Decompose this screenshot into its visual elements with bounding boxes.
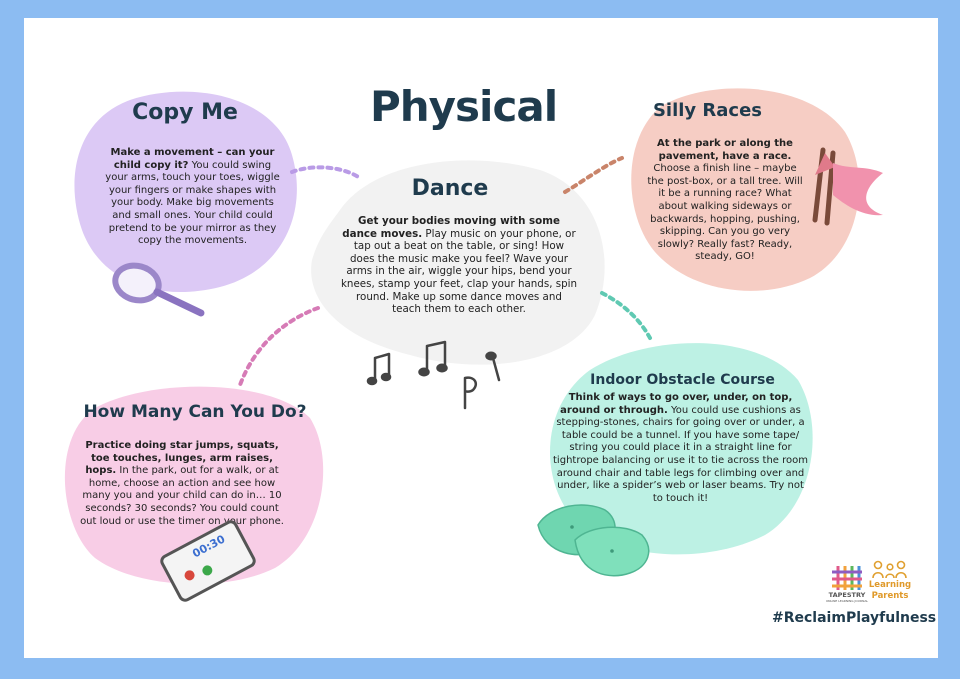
dance-lead: Get your bodies moving with some dance moves. (342, 215, 560, 240)
how-many-text (78, 440, 286, 528)
music-notes-icon (365, 338, 515, 418)
dance-heading: Dance (411, 176, 489, 201)
tapestry-logo (825, 566, 869, 604)
silly-races-body: Choose a finish line – maybe the post-box, or a tall tree. Will it be a running race? What about walking sideways or backwards, hopping, pushing, skipping. Can you go very slowly? Really fast? Ready, steady, GO! (647, 163, 803, 263)
how-many-heading: How Many Can You Do? (83, 402, 307, 422)
silly-races-heading: Silly Races (652, 100, 763, 121)
stop-button-icon (183, 569, 197, 583)
learning-parents-logo (868, 560, 912, 604)
obstacle-text (553, 392, 808, 505)
hand-mirror-icon (105, 258, 210, 320)
timer-display: 00:30 (190, 532, 228, 561)
copy-me-lead: Make a movement – can your child copy it? (110, 147, 275, 171)
tapestry-grid-icon (832, 566, 862, 590)
start-button-icon (201, 564, 215, 578)
page-title: Physical (370, 82, 558, 131)
silly-races-lead: At the park or along the pavement, have a race. (657, 138, 793, 162)
dance-text (340, 215, 578, 316)
obstacle-lead: Think of ways to go over, under, on top, around or through. (560, 392, 793, 416)
copy-me-body: You could swing your arms, touch your toes, wiggle your fingers or make shapes with your body. Make big movements and small ones. Your child could pretend to be your mirror as they copy the movements. (105, 159, 280, 247)
copy-me-heading: Copy Me (132, 100, 238, 125)
finish-flags-icon (805, 145, 890, 230)
obstacle-heading: Indoor Obstacle Course (590, 372, 775, 388)
silly-races-text (645, 138, 805, 264)
family-icon (870, 560, 910, 580)
how-many-lead: Practice doing star jumps, squats, toe touches, lunges, arm raises, hops. (85, 440, 279, 477)
obstacle-body: You could use cushions as stepping-stones, chairs for going over or under, a table could be a tunnel. If you have some tape/ string you could place it in a straight line for tightrope balancing or use it to tie across the room around chair and table legs for climbing over and under, like a spider’s web or laser beams. Try not to touch it! (553, 404, 808, 504)
cushions-icon (530, 495, 660, 580)
parents-label: Parents (871, 591, 909, 601)
dance-body: Play music on your phone, or tap out a beat on the table, or sing! How does the music make you feel? Wave your arms in the air, wiggle your hips, bend your knees, stamp your feet, clap your hands, spin round. Make up some dance moves and teach them to each other. (340, 227, 578, 316)
hashtag: #ReclaimPlayfulness (772, 610, 937, 626)
how-many-body: In the park, out for a walk, or at home, choose an action and see how many you and your child can do in… 10 seconds? 30 seconds? You could count out loud or use the timer on your phone. (80, 465, 284, 527)
tapestry-label: TAPESTRY (828, 591, 866, 599)
learning-label: Learning (868, 580, 912, 590)
copy-me-text (105, 147, 280, 248)
tapestry-sub-label: ONLINE LEARNING JOURNAL (825, 599, 869, 603)
